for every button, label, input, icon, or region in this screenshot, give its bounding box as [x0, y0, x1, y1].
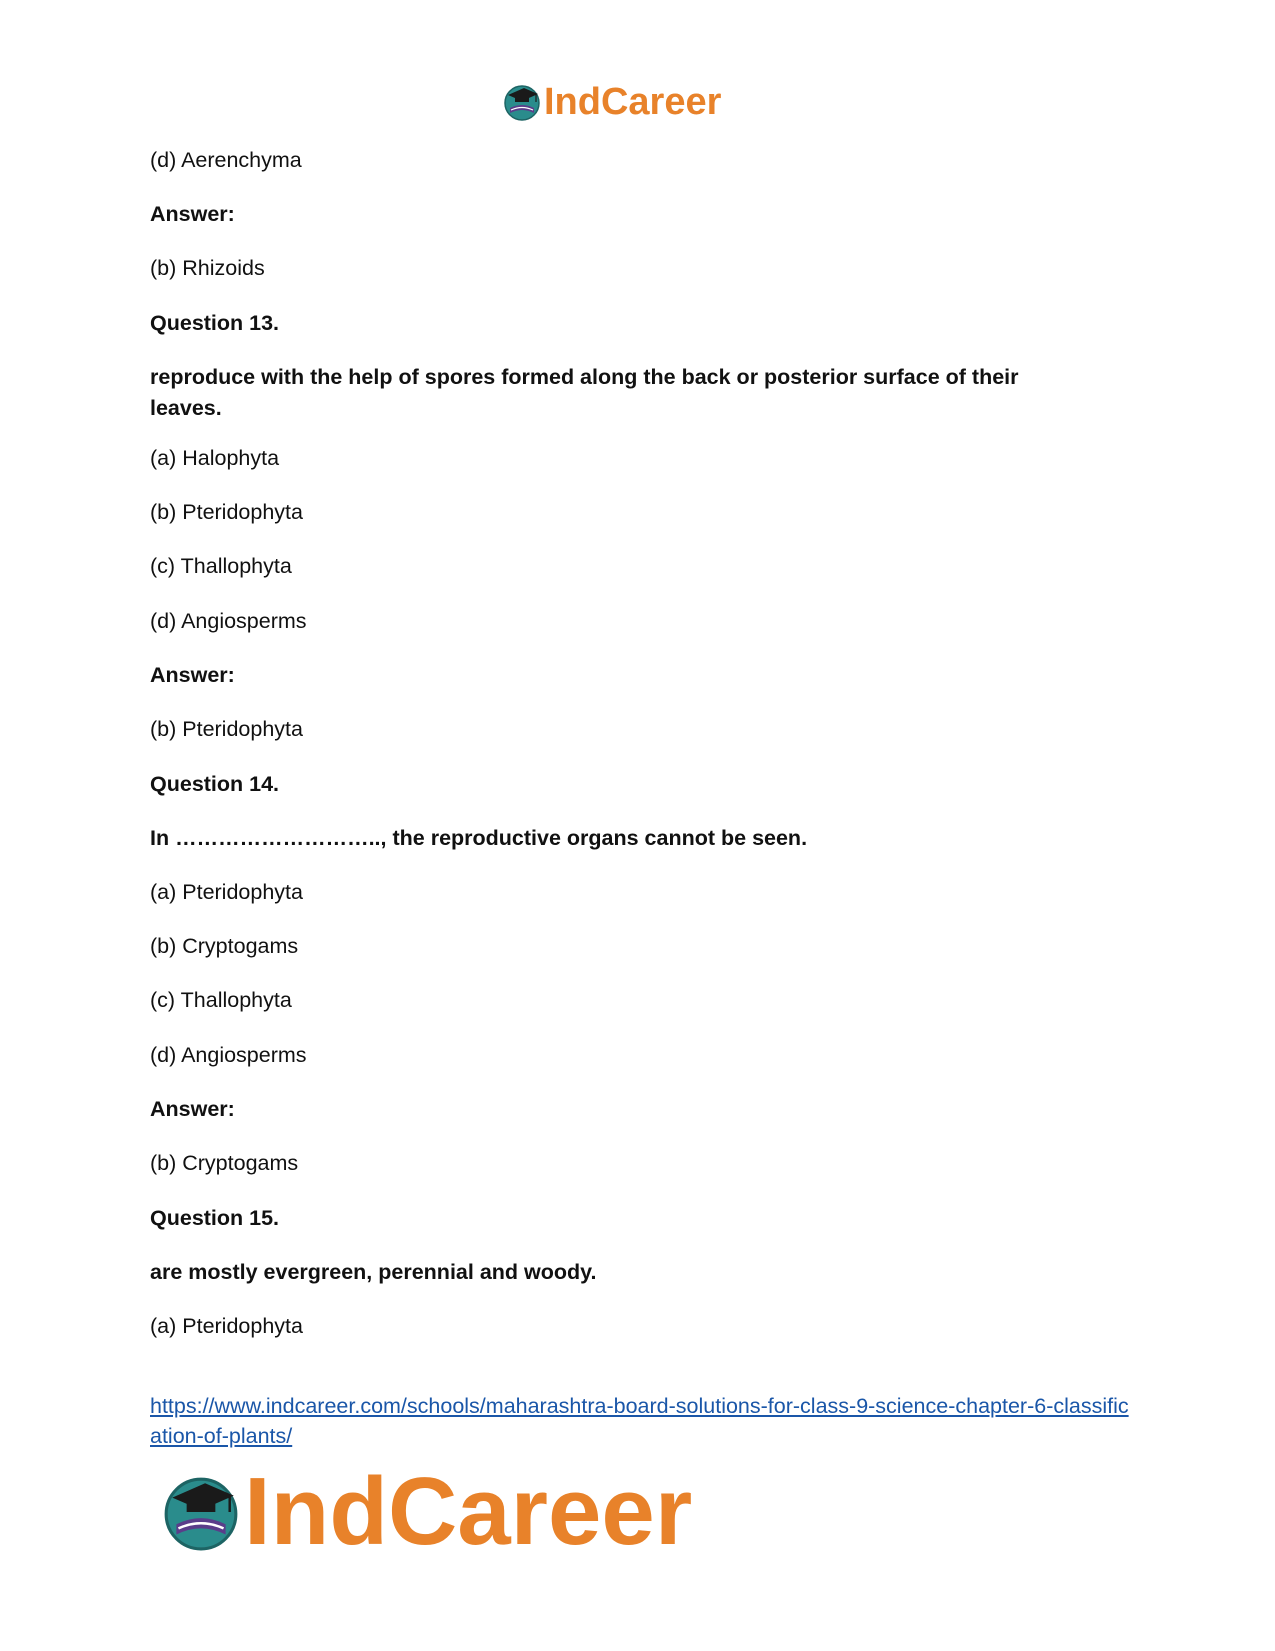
bold-line: In ……………………….., the reproductive organs cannot be seen. — [150, 826, 808, 850]
text-line: (d) Aerenchyma — [150, 148, 302, 172]
text-line: (b) Rhizoids — [150, 256, 265, 280]
text-line: (b) Pteridophyta — [150, 717, 303, 741]
source-link[interactable]: https://www.indcareer.com/schools/maharashtra-board-solutions-for-class-9-science-chapter-6-classification-of-plants/ — [150, 1394, 1129, 1448]
bold-line: Question 13. — [150, 311, 280, 335]
bold-line: are mostly evergreen, perennial and woody. — [150, 1260, 597, 1284]
text-line: (a) Pteridophyta — [150, 1314, 303, 1338]
text-line: (d) Angiosperms — [150, 1043, 307, 1067]
bold-line: Answer: — [150, 663, 235, 687]
text-line: (a) Pteridophyta — [150, 880, 303, 904]
bold-line: Answer: — [150, 202, 235, 226]
graduation-cap-globe-icon — [502, 82, 542, 122]
text-line: (c) Thallophyta — [150, 554, 292, 578]
bold-line: Question 14. — [150, 772, 280, 796]
text-line: (b) Cryptogams — [150, 934, 299, 958]
text-line: (c) Thallophyta — [150, 988, 292, 1012]
text-line: (b) Cryptogams — [150, 1151, 299, 1175]
text-line: (d) Angiosperms — [150, 609, 307, 633]
text-line: (a) Halophyta — [150, 446, 280, 470]
bold-line: Answer: — [150, 1097, 235, 1121]
footer-logo-text: IndCareer — [244, 1458, 693, 1565]
footer-logo — [160, 1458, 693, 1565]
bold-line: reproduce with the help of spores formed along the back or posterior surface of their leaves. — [150, 365, 1025, 420]
graduation-cap-globe-icon — [160, 1471, 242, 1553]
text-line: (b) Pteridophyta — [150, 500, 303, 524]
header-logo-text: IndCareer — [544, 81, 722, 123]
bold-line: Question 15. — [150, 1206, 280, 1230]
header-logo — [502, 80, 721, 124]
